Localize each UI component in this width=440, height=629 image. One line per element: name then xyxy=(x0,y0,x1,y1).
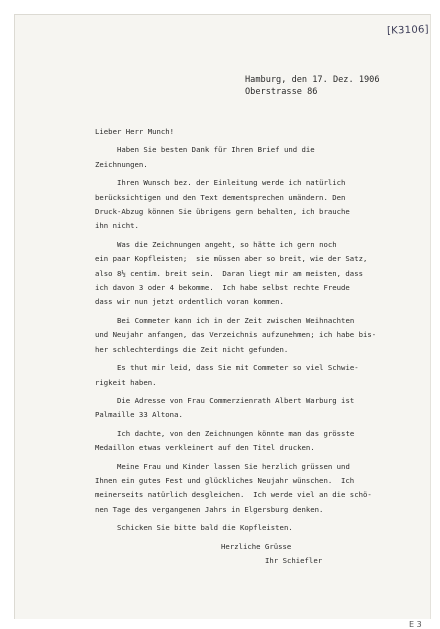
paragraph xyxy=(95,361,413,390)
paragraph-line: Es thut mir leid, dass Sie mit Commeter so viel Schwie- xyxy=(117,363,359,373)
paragraph-line: nen Tage des vergangenen Jahrs in Elgersburg denken. xyxy=(95,504,324,514)
paragraph-line: ich davon 3 oder 4 bekomme. Ich habe selbst rechte Freude xyxy=(95,283,350,293)
paragraph-line: her schlechterdings die Zeit nicht gefunden. xyxy=(95,344,289,354)
paragraph-line: Druck-Abzug können Sie übrigens gern behalten, ich brauche xyxy=(95,207,350,217)
page-mark: E 3 xyxy=(409,620,422,629)
closing-block xyxy=(95,540,413,569)
paragraph-line: Schicken Sie bitte bald die Kopfleisten. xyxy=(117,523,293,533)
paragraph-line: Palmaille 33 Altona. xyxy=(95,410,183,420)
paragraph xyxy=(95,176,413,234)
paragraph xyxy=(95,314,413,357)
paragraph-line: meinerseits natürlich desgleichen. Ich werde viel an die schö- xyxy=(95,490,372,500)
paragraph-line: Die Adresse von Frau Commerzienrath Albert Warburg ist xyxy=(117,395,355,405)
letter-header xyxy=(245,74,380,98)
paragraph-line: ihn nicht. xyxy=(95,221,139,231)
paragraph-line: Ich dachte, von den Zeichnungen könnte man das grösste xyxy=(117,428,355,438)
place-date: Hamburg, den 17. Dez. 1906 xyxy=(245,75,380,85)
paragraph-line: und Neujahr anfangen, das Verzeichnis aufzunehmen; ich habe bis- xyxy=(95,330,377,340)
paragraph xyxy=(95,238,413,310)
archive-mark: [K3106] xyxy=(386,24,430,37)
signature: Ihr Schiefler xyxy=(265,555,323,565)
paragraph-line: rigkeit haben. xyxy=(95,377,157,387)
paragraph-line: Bei Commeter kann ich in der Zeit zwischen Weihnachten xyxy=(117,315,355,325)
paragraph xyxy=(95,521,413,535)
paragraph-line: dass wir nun jetzt ordentlich voran kommen. xyxy=(95,297,284,307)
closing: Herzliche Grüsse xyxy=(221,541,292,551)
paragraph-line: ein paar Kopfleisten; sie müssen aber so breit, wie der Satz, xyxy=(95,254,368,264)
letter-sheet xyxy=(14,14,431,629)
salutation-text: Lieber Herr Munch! xyxy=(95,127,175,136)
paragraph-line: Medaillon etwas verkleinert auf den Titel drucken. xyxy=(95,443,315,453)
paragraph-line: Haben Sie besten Dank für Ihren Brief und die xyxy=(117,145,315,155)
paragraph-line: Was die Zeichnungen angeht, so hätte ich gern noch xyxy=(117,239,337,249)
paragraph-line: berücksichtigen und den Text dementsprechen umändern. Den xyxy=(95,192,346,202)
paragraphs xyxy=(95,143,413,535)
paragraph-line: Meine Frau und Kinder lassen Sie herzlich grüssen und xyxy=(117,461,350,471)
paragraph-line: Ihren Wunsch bez. der Einleitung werde ich natürlich xyxy=(117,178,346,188)
paragraph-line: also 8½ centim. breit sein. Daran liegt mir am meisten, dass xyxy=(95,268,363,278)
letter-body xyxy=(95,125,413,568)
paragraph-line: Zeichnungen. xyxy=(95,159,148,169)
street-address: Oberstrasse 86 xyxy=(245,87,318,97)
paragraph xyxy=(95,427,413,456)
paragraph xyxy=(95,460,413,518)
paragraph xyxy=(95,394,413,423)
paragraph xyxy=(95,143,413,172)
paragraph-line: Ihnen ein gutes Fest und glückliches Neujahr wünschen. Ich xyxy=(95,475,355,485)
salutation xyxy=(95,125,413,139)
